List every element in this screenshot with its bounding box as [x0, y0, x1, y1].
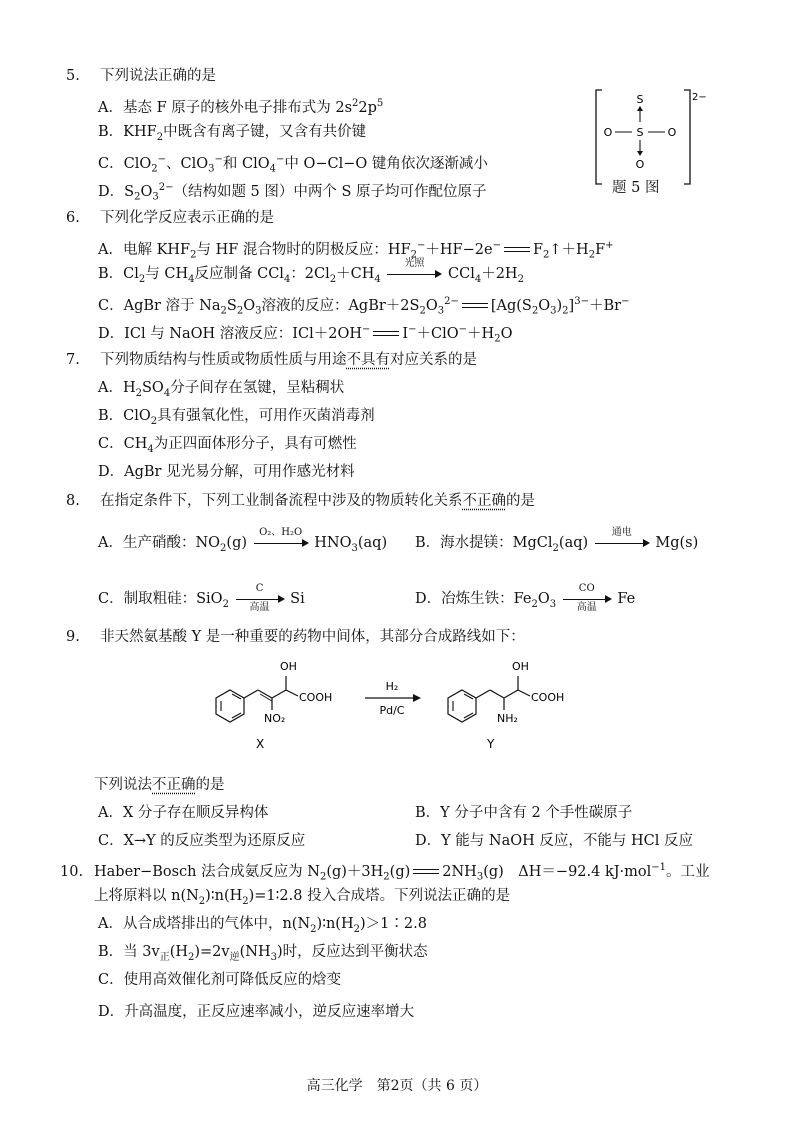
emphasis-text: 不正确	[152, 777, 196, 793]
text: 2	[383, 871, 390, 883]
q10-stem-line1	[60, 858, 710, 888]
q7-option-a	[98, 378, 344, 404]
bond	[504, 690, 518, 698]
text: +	[605, 240, 614, 251]
bond	[286, 690, 298, 696]
q5-option-a	[98, 94, 383, 118]
q7-option-d: D．AgBr 见光易分解，可用作感光材料	[98, 464, 355, 480]
compound-y-label: Y	[487, 737, 495, 751]
arrow-condition: 通电	[611, 527, 632, 538]
text: 的是	[195, 777, 225, 793]
text: 2	[531, 305, 539, 317]
synthesis-route-diagram	[200, 652, 620, 762]
text: ：2Cl	[290, 266, 330, 282]
text: HNO	[314, 535, 352, 551]
text: −	[417, 240, 426, 251]
question-number: 9.	[66, 629, 80, 645]
q8-option-d	[415, 583, 636, 615]
equals-sign	[373, 331, 399, 336]
text: 分子间存在氢键，呈粘稠状	[170, 380, 345, 396]
text: )∶n(H	[205, 888, 243, 904]
equals-sign	[504, 247, 530, 252]
text: 具有强氧化性，可用作灭菌消毒剂	[157, 408, 375, 424]
text: 2	[150, 415, 158, 427]
text: 2	[220, 542, 227, 554]
ring-double-bond	[464, 713, 473, 718]
q10-option-b	[98, 942, 428, 968]
text: (g) ΔH＝−92.4 kJ·mol	[483, 863, 652, 880]
text: B．ClO	[98, 408, 151, 424]
text: 2	[134, 191, 141, 203]
q5-stem	[66, 66, 216, 86]
text: 2	[352, 98, 359, 109]
text: 4	[269, 163, 276, 175]
q9-option-d: D．Y 能与 NaOH 反应，不能与 HCl 反应	[415, 833, 693, 849]
bond	[476, 690, 490, 698]
x-no2-label: NO₂	[264, 712, 286, 725]
q6-stem	[66, 208, 274, 228]
text: SO	[142, 380, 164, 396]
q10-option-a	[98, 914, 427, 940]
text: −1	[651, 862, 667, 873]
question-text: 非天然氨基酸 Y 是一种重要的药物中间体，其部分合成路线如下：	[100, 629, 525, 645]
text: （结构如题 5 图）中两个 S 原子均可作配位原子	[173, 183, 487, 200]
text: O	[537, 591, 550, 607]
text: 2	[410, 249, 418, 261]
q10-option-d: D．升高温度，正反应速率减小，逆反应速率增大	[98, 1004, 415, 1020]
question-text: 下列化学反应表示正确的是	[100, 210, 274, 226]
text: 。工业	[666, 863, 710, 880]
equals-sign	[462, 303, 488, 308]
text: 的是	[506, 493, 535, 509]
text: 为正四面体形分子，具有可燃性	[153, 436, 357, 452]
q7-option-b	[98, 406, 375, 432]
text: ＋ClO	[416, 325, 459, 342]
text: B．KHF	[98, 124, 157, 140]
q6-option-b	[98, 258, 524, 290]
text: 2	[353, 923, 360, 935]
text: Si	[290, 591, 305, 607]
text: 逆	[229, 951, 240, 963]
reaction-arrow	[385, 258, 443, 284]
text: )时，反应达到平衡状态	[276, 944, 428, 960]
text: ＋2H	[481, 266, 518, 282]
text: 溶液的反应：AgBr＋2S	[261, 297, 420, 314]
text: 2	[188, 951, 195, 963]
bond	[272, 690, 286, 698]
text: −	[492, 240, 501, 251]
text: Haber−Bosch 法合成氨反应为 N	[94, 863, 320, 880]
text: 4	[283, 273, 291, 285]
text: CCl	[448, 266, 475, 282]
q5-option-c	[98, 150, 488, 180]
reaction-arrow	[252, 527, 310, 553]
text: O	[500, 325, 513, 342]
text: 2−	[158, 182, 174, 193]
arrowhead	[637, 106, 643, 111]
text: O	[538, 297, 551, 314]
text: 2	[190, 249, 197, 261]
text: 、ClO	[165, 155, 209, 172]
q8-option-b	[415, 527, 699, 559]
text: 2NH	[442, 863, 477, 880]
text: (aq)	[357, 535, 388, 551]
text: 2−	[444, 296, 459, 307]
text: )=2v	[194, 944, 230, 960]
atom-s-terminal: S	[636, 93, 644, 106]
text: −	[621, 296, 630, 307]
question-number: 5.	[66, 68, 80, 84]
q6-option-d	[98, 320, 512, 350]
text: 上将原料以 n(N	[94, 888, 199, 904]
text: 3−	[574, 296, 589, 307]
text: O	[140, 183, 153, 200]
ring-double-bond	[464, 694, 473, 699]
text: Mg(s)	[655, 535, 699, 551]
text: B．当 3v	[98, 944, 160, 960]
q6-option-c	[98, 292, 629, 322]
text: 3	[476, 871, 484, 883]
arrow-condition: 光照	[404, 258, 425, 269]
text: 3	[270, 951, 277, 963]
q7-stem	[66, 350, 477, 370]
reaction-arrow	[234, 583, 286, 613]
q8-stem	[66, 491, 535, 511]
text: 与 HF 混合物时的阴极反应：HF	[196, 241, 411, 258]
q6-option-a	[98, 236, 614, 266]
q5-option-b	[98, 122, 366, 148]
arrowhead	[413, 694, 421, 702]
atom-s-central: S	[636, 126, 644, 139]
text: )＞1∶2.8	[359, 916, 427, 932]
reagent-top: H₂	[385, 680, 399, 693]
text: B．海水提镁：MgCl	[415, 535, 553, 551]
reaction-arrow	[593, 527, 651, 553]
text: 3	[437, 305, 445, 317]
equals-sign	[413, 869, 439, 874]
text: 反应制备 CCl	[194, 266, 284, 282]
text: O	[425, 297, 438, 314]
text: C．ClO	[98, 155, 152, 172]
text: 4	[188, 273, 195, 285]
text: −	[408, 324, 417, 335]
text: )=1∶2.8 投入合成塔。下列说法正确的是	[248, 888, 511, 904]
text: 2	[310, 923, 317, 935]
text: )	[556, 297, 563, 314]
text: 2	[156, 131, 164, 143]
arrow-condition: 高温	[249, 602, 270, 613]
text: 2	[135, 387, 142, 399]
text: Fe	[617, 591, 636, 607]
text: 2	[588, 249, 596, 261]
benzene-ring-y	[448, 690, 476, 722]
text: 2	[552, 542, 559, 554]
bond	[490, 690, 504, 698]
x-oh-label: OH	[280, 660, 297, 673]
q10-option-c: C．使用高效催化剂可降低反应的焓变	[98, 972, 342, 988]
text: 2	[543, 249, 550, 261]
text: 下列物质结构与性质或物质性质与用途	[100, 352, 347, 368]
text: 对应关系的是	[390, 352, 477, 368]
text: ＋H	[467, 325, 495, 342]
text: 3	[351, 542, 358, 554]
question-number: 6.	[66, 210, 80, 226]
text: 3	[152, 191, 159, 203]
text: S	[226, 297, 237, 314]
text: 2	[222, 598, 229, 610]
text: (g)	[226, 535, 248, 551]
q9-stem	[66, 627, 525, 647]
text: A．从合成塔排出的气体中，n(N	[98, 916, 311, 932]
y-nh2-label: NH₂	[497, 712, 518, 725]
text: C．AgBr 溶于 Na	[98, 297, 221, 314]
text: 2	[198, 895, 206, 907]
text: 2	[531, 598, 538, 610]
text: D．冶炼生铁：Fe	[415, 591, 532, 607]
emphasis-text: 不具有	[346, 352, 390, 368]
text: F	[532, 241, 544, 258]
text: −	[458, 324, 468, 335]
q9-option-c: C．X→Y 的反应类型为还原反应	[98, 833, 306, 849]
text: ＋Br	[588, 297, 622, 314]
text: 2	[329, 273, 337, 285]
text: −	[214, 154, 223, 165]
arrow-condition: O₂、H₂O	[259, 527, 303, 538]
text: 2p	[358, 99, 377, 116]
text: 中 O−Cl−O 键角依次逐渐减小	[284, 155, 488, 172]
text: 下列说法	[94, 777, 152, 793]
bond	[244, 690, 258, 698]
text: ＋CH	[336, 266, 375, 282]
text: )∶n(H	[316, 916, 354, 932]
text: 2	[236, 305, 244, 317]
text: 5	[376, 98, 384, 109]
arrow-condition: C	[255, 583, 264, 594]
y-oh-label: OH	[512, 660, 529, 673]
text: 4	[163, 387, 171, 399]
text: (g)	[389, 863, 411, 880]
text: 4	[147, 443, 154, 455]
benzene-ring-x	[216, 690, 244, 722]
text: ]	[568, 297, 575, 314]
arrowhead	[637, 151, 643, 156]
q9-option-a: A．X 分子存在顺反异构体	[98, 805, 269, 821]
q8-option-a	[98, 527, 388, 559]
y-cooh-label: COOH	[531, 691, 565, 704]
text: 3	[549, 598, 557, 610]
figure-caption: 题 5 图	[612, 180, 660, 196]
text: (NH	[239, 944, 271, 960]
text: (H	[169, 944, 188, 960]
ring-double-bond	[232, 694, 241, 699]
reagent-bottom: Pd/C	[379, 704, 405, 717]
emphasis-text: 不正确	[462, 493, 506, 509]
q10-stem-line2	[94, 886, 510, 912]
text: A．生产硝酸：NO	[98, 535, 221, 551]
ring-double-bond	[232, 713, 241, 718]
text: D．ICl 与 NaOH 溶液反应：ICl＋2OH	[98, 325, 362, 342]
page-footer: 高三化学 第2页（共 6 页）	[306, 1078, 488, 1094]
text: 2	[319, 871, 327, 883]
text: 正	[159, 951, 170, 963]
left-bracket	[596, 90, 602, 184]
text: I	[402, 325, 409, 342]
text: −	[275, 154, 285, 165]
text: B．Cl	[98, 266, 139, 282]
text: 2	[419, 305, 426, 317]
text: ↑＋H	[549, 241, 589, 258]
text: −	[362, 324, 371, 335]
text: ＋HF−2e	[425, 241, 493, 258]
q7-option-c	[98, 434, 357, 460]
text: 在指定条件下，下列工业制备流程中涉及的物质转化关系	[100, 493, 463, 509]
question-number: 8.	[66, 493, 80, 509]
text: 2	[242, 895, 249, 907]
text: 中既含有离子键，又含有共价键	[163, 124, 367, 140]
q9-sub-stem	[94, 775, 225, 795]
text: A．H	[98, 380, 136, 396]
question-text: 下列说法正确的是	[100, 68, 216, 84]
arrow-condition: 高温	[576, 602, 597, 613]
text: −	[157, 154, 166, 165]
text: [Ag(S	[490, 297, 532, 314]
text: C．CH	[98, 436, 148, 452]
text: 2	[151, 163, 158, 175]
atom-o-left: O	[603, 126, 613, 139]
text: 2	[517, 273, 524, 285]
bond	[518, 690, 530, 696]
question-number: 10.	[60, 863, 84, 880]
atom-o-bottom: O	[635, 158, 645, 171]
text: (g)＋3H	[326, 863, 384, 880]
text: 2	[220, 305, 227, 317]
q9-option-b: B．Y 分子中含有 2 个手性碳原子	[415, 805, 633, 821]
q5-option-d	[98, 178, 487, 208]
text: 2	[494, 333, 501, 345]
text: 3	[255, 305, 262, 317]
compound-x-label: X	[256, 737, 265, 751]
q8-option-c	[98, 583, 305, 615]
question-number: 7.	[66, 352, 80, 368]
text: 3	[208, 163, 215, 175]
text: C．制取粗硅：SiO	[98, 591, 223, 607]
text: 和 ClO	[222, 155, 270, 172]
text: 4	[374, 273, 381, 285]
text: A．电解 KHF	[98, 241, 191, 258]
charge-label: 2−	[692, 92, 707, 103]
right-bracket	[684, 90, 690, 184]
arrow-condition: CO	[578, 583, 595, 594]
atom-o-right: O	[667, 126, 677, 139]
reaction-arrow	[561, 583, 613, 613]
text: A．基态 F 原子的核外电子排布式为 2s	[98, 99, 353, 116]
text: 与 CH	[145, 266, 189, 282]
text: (aq)	[558, 535, 589, 551]
text: F	[595, 241, 606, 258]
x-cooh-label: COOH	[299, 691, 333, 704]
text: O	[243, 297, 256, 314]
text: 4	[474, 273, 482, 285]
text: 2	[562, 305, 569, 317]
text: 2	[138, 273, 146, 285]
text: D．S	[98, 183, 135, 200]
text: 3	[550, 305, 557, 317]
